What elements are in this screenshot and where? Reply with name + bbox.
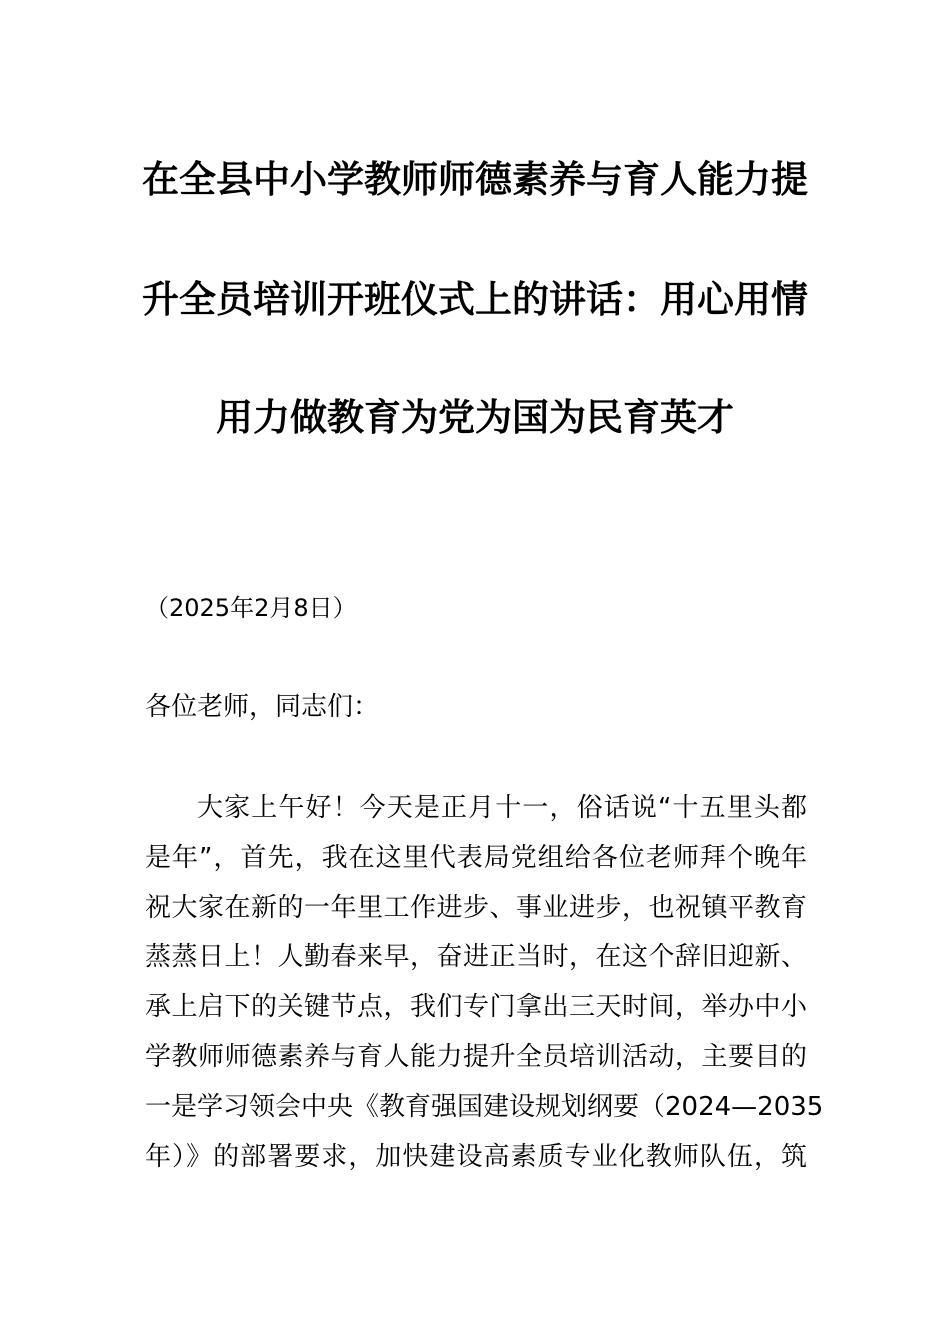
paragraph-line-2: 是年”，首先，我在这里代表局党组给各位老师拜个晚年 (145, 843, 807, 873)
document-date: （2025年2月8日） (145, 594, 357, 622)
paragraph-line-5: 承上启下的关键节点，我们专门拿出三天时间，举办中小 (145, 992, 807, 1022)
paragraph-line-8: 年）》的部署要求，加快建设高素质专业化教师队伍，筑 (145, 1142, 807, 1172)
paragraph-line-3: 祝大家在新的一年里工作进步、事业进步，也祝镇平教育 (145, 893, 807, 923)
paragraph-line-6: 学教师师德素养与育人能力提升全员培训活动，主要目的 (145, 1042, 807, 1072)
paragraph-line-7: 一是学习领会中央《教育强国建设规划纲要（2024—2035 (145, 1092, 824, 1122)
greeting: 各位老师，同志们： (145, 692, 380, 722)
document-title-line-2: 升全员培训开班仪式上的讲话：用心用情 (142, 278, 808, 321)
document-title-line-3: 用力做教育为党为国为民育英才 (216, 396, 734, 439)
paragraph-line-4: 蒸蒸日上！人勤春来早，奋进正当时，在这个辞旧迎新、 (145, 942, 807, 972)
paragraph-line-1: 大家上午好！今天是正月十一，俗话说“十五里头都 (197, 793, 807, 823)
document-title-line-1: 在全县中小学教师师德素养与育人能力提 (142, 158, 808, 201)
